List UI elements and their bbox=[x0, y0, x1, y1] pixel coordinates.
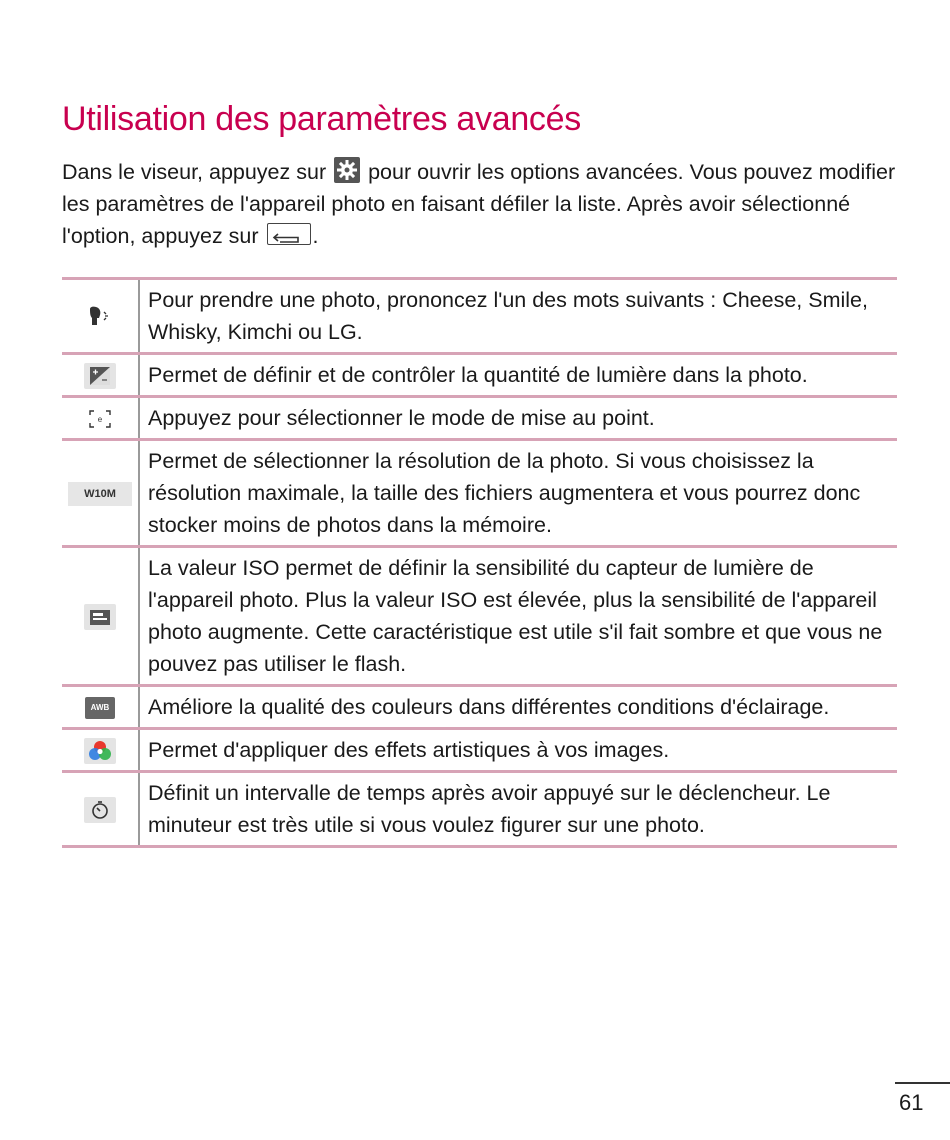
white-balance-icon: AWB bbox=[85, 697, 115, 719]
option-description: Pour prendre une photo, prononcez l'un des mots suivants : Cheese, Smile, Whisky, Kimchi ou LG. bbox=[139, 279, 897, 354]
settings-gear-icon bbox=[334, 157, 360, 183]
intro-text-3: . bbox=[312, 224, 319, 248]
intro-paragraph bbox=[62, 156, 897, 252]
iso-icon bbox=[84, 604, 116, 630]
option-description: Améliore la qualité des couleurs dans différentes conditions d'éclairage. bbox=[139, 686, 897, 729]
table-row bbox=[62, 686, 897, 729]
table-row bbox=[62, 729, 897, 772]
color-effect-icon bbox=[84, 738, 116, 764]
voice-shutter-icon bbox=[84, 304, 116, 330]
focus-icon bbox=[84, 406, 116, 432]
timer-icon bbox=[84, 797, 116, 823]
option-description: Permet d'appliquer des effets artistiques à vos images. bbox=[139, 729, 897, 772]
table-row bbox=[62, 547, 897, 686]
table-row bbox=[62, 772, 897, 847]
advanced-settings-table bbox=[62, 277, 897, 848]
page-title: Utilisation des paramètres avancés bbox=[62, 100, 581, 138]
back-icon bbox=[267, 223, 311, 245]
table-row bbox=[62, 440, 897, 547]
option-description: Permet de sélectionner la résolution de la photo. Si vous choisissez la résolution maximale, la taille des fichiers augmentera et vous pourrez donc stocker moins de photos dans la mémoire. bbox=[139, 440, 897, 547]
option-description: Appuyez pour sélectionner le mode de mise au point. bbox=[139, 397, 897, 440]
exposure-icon bbox=[84, 363, 116, 389]
table-row bbox=[62, 354, 897, 397]
option-description: Permet de définir et de contrôler la quantité de lumière dans la photo. bbox=[139, 354, 897, 397]
option-description: Définit un intervalle de temps après avoir appuyé sur le déclencheur. Le minuteur est très utile si vous voulez figurer sur une photo. bbox=[139, 772, 897, 847]
resolution-icon: W10M bbox=[68, 482, 132, 506]
table-row bbox=[62, 279, 897, 354]
intro-text-2: pour ouvrir les options avancées. Vous pouvez modifier les paramètres de l'appareil photo en faisant défiler la liste. Après avoir sélectionné l'option, appuyez sur bbox=[62, 160, 896, 248]
option-description: La valeur ISO permet de définir la sensibilité du capteur de lumière de l'appareil photo. Plus la valeur ISO est élevée, plus la sensibilité de l'appareil photo augmente. Cette caractéristique est utile s'il fait sombre et que vous ne pouvez pas utiliser le flash. bbox=[139, 547, 897, 686]
intro-text-1: Dans le viseur, appuyez sur bbox=[62, 160, 327, 184]
svg-text:e: e bbox=[97, 415, 103, 425]
table-row bbox=[62, 397, 897, 440]
page-number: 61 bbox=[895, 1082, 950, 1116]
